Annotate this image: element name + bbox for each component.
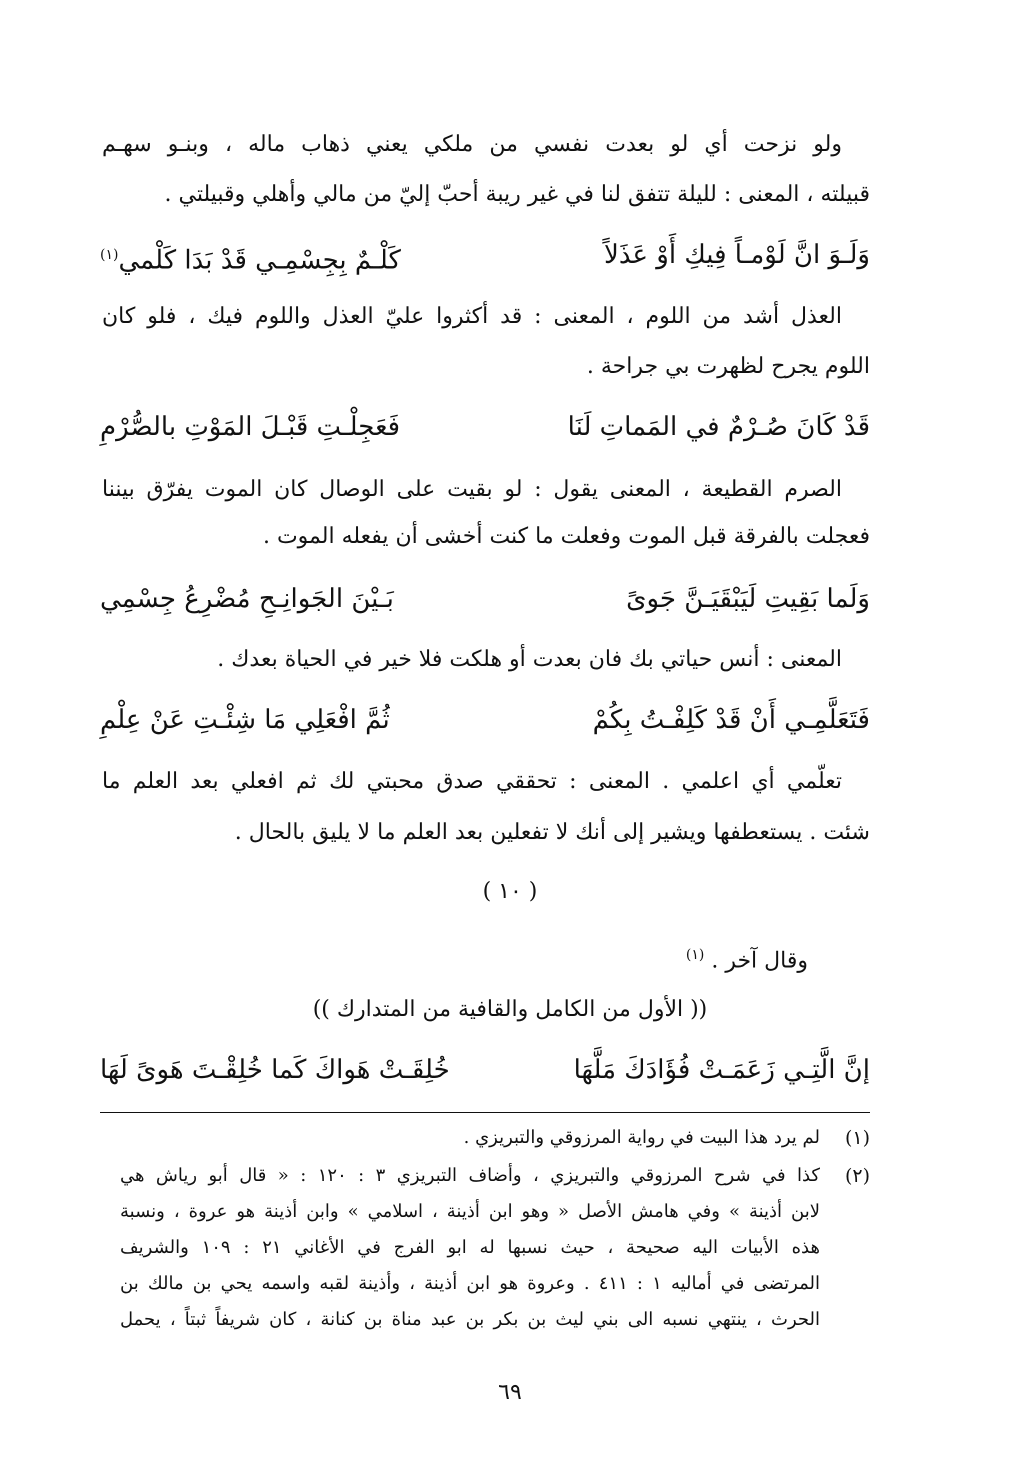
paragraph-line: فعجلت بالفرقة قبل الموت وفعلت ما كنت أخشى أن يفعله الموت .	[262, 524, 870, 549]
verse-second-hemistich: فَعَجِلْـتِ قَبْـلَ المَوْتِ بالصُّرْمِ	[100, 412, 401, 442]
footnote-separator	[100, 1112, 870, 1113]
verse-first-hemistich: وَلَما بَقِيتِ لَيَبْقَيَـنَّ جَوىً	[626, 584, 870, 614]
verse-first-hemistich: إنَّ الَّتِـي زَعَمَـتْ فُؤَادَكَ مَلَّهَا	[573, 1055, 870, 1085]
footnote-number: (٢)	[844, 1165, 870, 1187]
footnote-line: المرتضى في أماليه ١ : ٤١١ . وعروة هو ابن أذينة ، وأذينة لقبه واسمه يحي بن مالك بن	[120, 1273, 820, 1294]
verse-first-hemistich: وَلَـوَ انَّ لَوْمـاً فِيكِ أَوْ عَذَلاً	[604, 240, 870, 270]
verse-second-hemistich	[100, 238, 401, 278]
paragraph-line: اللوم يجرح لظهرت بي جراحة .	[586, 354, 870, 379]
verse-second-hemistich-text: كَلْـمٌ بِجِسْمِـي قَدْ بَدَا كَلْمي	[118, 245, 401, 276]
footnote-line: لابن أذينة » وفي هامش الأصل « وهو ابن أذينة ، اسلامي » وابن أذينة هو عروة ، ونسبة	[120, 1201, 820, 1222]
paragraph-line: المعنى : أنس حياتي بك فان بعدت أو هلكت فلا خير في الحياة بعدك .	[217, 647, 842, 672]
footnote-line: لم يرد هذا البيت في رواية المرزوقي والتبريزي .	[463, 1127, 820, 1148]
verse-second-hemistich: بَـيْنَ الجَوانِـحِ مُضْرِعُ جِسْمِي	[100, 584, 394, 614]
section-number: ( ١٠ )	[482, 879, 538, 904]
verse-line	[100, 703, 870, 737]
paragraph-line: ولو نزحت أي لو بعدت نفسي من ملكي يعني ذهاب ماله ، وبنـو سهـم	[102, 132, 842, 157]
footnote-line: هذه الأبيات اليه صحيحة ، حيث نسبها له ابو الفرج في الأغاني ٢١ : ١٠٩ والشريف	[120, 1237, 821, 1258]
footnote-number: (١)	[844, 1127, 870, 1149]
footnote-marker: (١)	[685, 947, 705, 963]
paragraph-line: العذل أشد من اللوم ، المعنى : قد أكثروا عليّ العذل واللوم فيك ، فلو كان	[102, 304, 842, 329]
paragraph-line: تعلّمي أي اعلمي . المعنى : تحققي صدق محبتي لك ثم افعلي بعد العلم ما	[102, 769, 842, 794]
verse-first-hemistich: فَتَعَلَّمِـي أَنْ قَدْ كَلِفْـتُ بِكُمْ	[592, 705, 870, 735]
verse-line	[100, 410, 870, 444]
footnote-line: كذا في شرح المرزوقي والتبريزي ، وأضاف التبريزي ٣ : ١٢٠ : « قال أبو رياش هي	[120, 1165, 820, 1186]
footnote-line: الحرث ، ينتهي نسبه الى بني ليث بن بكر بن عبد مناة بن كنانة ، كان شريفاً ثبتاً ، يحمل	[120, 1309, 820, 1330]
paragraph-line	[686, 940, 808, 976]
intro-text: وقال آخر .	[704, 948, 808, 974]
paragraph-line: شئت . يستعطفها ويشير إلى أنك لا تفعلين بعد العلم ما لا يليق بالحال .	[234, 820, 870, 845]
verse-second-hemistich: ثُمَّ افْعَلِي مَا شِئْـتِ عَنْ عِلْمِ	[100, 705, 390, 735]
verse-line	[100, 582, 870, 616]
footnote-marker: (١)	[100, 247, 119, 263]
meter-heading: (( الأول من الكامل والقافية من المتدارك ))	[312, 997, 708, 1022]
verse-first-hemistich: قَدْ كَانَ صُـرْمٌ في المَماتِ لَنَا	[567, 412, 870, 442]
verse-line	[100, 238, 870, 278]
verse-line	[100, 1053, 870, 1087]
paragraph-line: قبيلته ، المعنى : لليلة تتفق لنا في غير ريبة أحبّ إليّ من مالي وأهلي وقبيلتي .	[164, 182, 870, 207]
paragraph-line: الصرم القطيعة ، المعنى يقول : لو بقيت على الوصال كان الموت يفرّق بيننا	[102, 477, 842, 502]
verse-second-hemistich: خُلِقَـتْ هَواكَ كَما خُلِقْـتَ هَوىً لَهَا	[100, 1055, 450, 1085]
page-number: ٦٩	[498, 1380, 522, 1405]
